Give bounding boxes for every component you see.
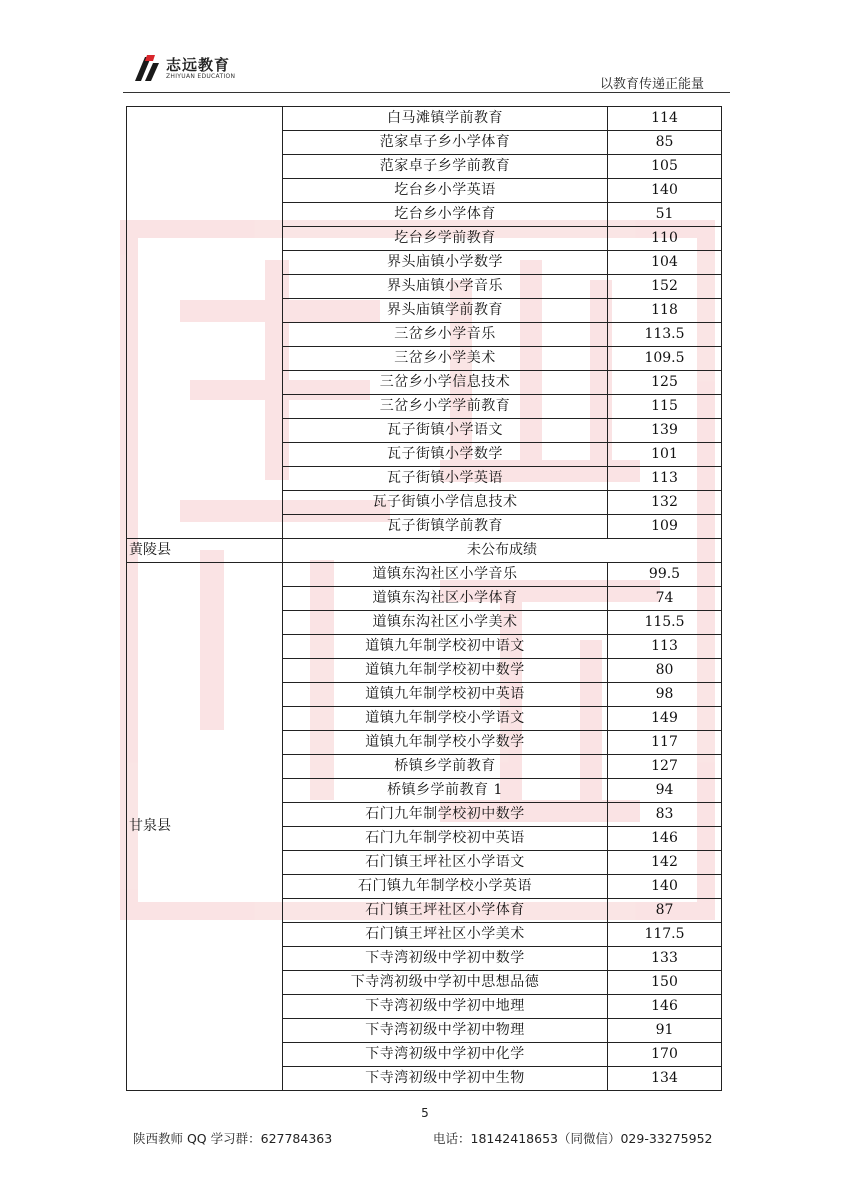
score-cell: 104 [608, 251, 722, 275]
table-row [127, 563, 722, 587]
no-score-note: 未公布成绩 [283, 539, 722, 563]
score-cell: 113 [608, 467, 722, 491]
post-cell: 范家卓子乡学前教育 [283, 155, 608, 179]
score-cell: 117.5 [608, 923, 722, 947]
score-cell: 101 [608, 443, 722, 467]
post-cell: 圪台乡小学英语 [283, 179, 608, 203]
score-cell: 99.5 [608, 563, 722, 587]
logo-subtext: ZHIYUAN EDUCATION [166, 73, 236, 80]
post-cell: 下寺湾初级中学初中思想品德 [283, 971, 608, 995]
score-cell: 51 [608, 203, 722, 227]
post-cell: 石门九年制学校初中数学 [283, 803, 608, 827]
score-cell: 109 [608, 515, 722, 539]
post-cell: 三岔乡小学学前教育 [283, 395, 608, 419]
table-row [127, 107, 722, 131]
score-cell: 91 [608, 1019, 722, 1043]
score-cell: 139 [608, 419, 722, 443]
table-row-huangling [127, 539, 722, 563]
zhiyuan-logo-icon [133, 53, 163, 83]
post-cell: 道镇九年制学校初中数学 [283, 659, 608, 683]
score-cell: 94 [608, 779, 722, 803]
post-cell: 界头庙镇小学音乐 [283, 275, 608, 299]
score-cell: 80 [608, 659, 722, 683]
post-cell: 道镇东沟社区小学美术 [283, 611, 608, 635]
score-cell: 132 [608, 491, 722, 515]
page-header [0, 0, 850, 96]
county-cell-blank [127, 107, 283, 539]
post-cell: 瓦子街镇学前教育 [283, 515, 608, 539]
post-cell: 石门镇九年制学校小学英语 [283, 875, 608, 899]
post-cell: 界头庙镇学前教育 [283, 299, 608, 323]
post-cell: 界头庙镇小学数学 [283, 251, 608, 275]
post-cell: 三岔乡小学音乐 [283, 323, 608, 347]
post-cell: 三岔乡小学信息技术 [283, 371, 608, 395]
post-cell: 石门镇王坪社区小学美术 [283, 923, 608, 947]
score-cell: 113.5 [608, 323, 722, 347]
score-cell: 133 [608, 947, 722, 971]
score-cell: 150 [608, 971, 722, 995]
post-cell: 下寺湾初级中学初中生物 [283, 1067, 608, 1091]
score-cell: 117 [608, 731, 722, 755]
post-cell: 下寺湾初级中学初中化学 [283, 1043, 608, 1067]
post-cell: 下寺湾初级中学初中物理 [283, 1019, 608, 1043]
header-slogan: 以教育传递正能量 [600, 77, 705, 92]
post-cell: 石门镇王坪社区小学语文 [283, 851, 608, 875]
score-cell: 105 [608, 155, 722, 179]
score-cell: 115 [608, 395, 722, 419]
post-cell: 圪台乡学前教育 [283, 227, 608, 251]
post-cell: 瓦子街镇小学英语 [283, 467, 608, 491]
score-cell: 115.5 [608, 611, 722, 635]
post-cell: 下寺湾初级中学初中地理 [283, 995, 608, 1019]
header-divider [123, 92, 730, 93]
post-cell: 石门镇王坪社区小学体育 [283, 899, 608, 923]
score-cell: 110 [608, 227, 722, 251]
score-cell: 109.5 [608, 347, 722, 371]
score-cell: 113 [608, 635, 722, 659]
score-cell: 146 [608, 827, 722, 851]
county-cell: 黄陵县 [127, 539, 283, 563]
post-cell: 桥镇乡学前教育 [283, 755, 608, 779]
score-cell: 142 [608, 851, 722, 875]
post-cell: 石门九年制学校初中英语 [283, 827, 608, 851]
score-cell: 152 [608, 275, 722, 299]
post-cell: 白马滩镇学前教育 [283, 107, 608, 131]
post-cell: 瓦子街镇小学数学 [283, 443, 608, 467]
score-cell: 83 [608, 803, 722, 827]
score-cell: 87 [608, 899, 722, 923]
score-cell: 140 [608, 179, 722, 203]
post-cell: 瓦子街镇小学语文 [283, 419, 608, 443]
post-cell: 道镇九年制学校初中语文 [283, 635, 608, 659]
page-number: 5 [421, 1106, 429, 1120]
score-table [126, 106, 722, 1091]
post-cell: 桥镇乡学前教育 1 [283, 779, 608, 803]
county-cell: 甘泉县 [127, 563, 283, 1091]
score-cell: 146 [608, 995, 722, 1019]
score-cell: 114 [608, 107, 722, 131]
post-cell: 道镇九年制学校小学数学 [283, 731, 608, 755]
score-cell: 118 [608, 299, 722, 323]
score-cell: 149 [608, 707, 722, 731]
score-cell: 125 [608, 371, 722, 395]
score-cell: 74 [608, 587, 722, 611]
post-cell: 三岔乡小学美术 [283, 347, 608, 371]
post-cell: 下寺湾初级中学初中数学 [283, 947, 608, 971]
post-cell: 道镇九年制学校初中英语 [283, 683, 608, 707]
post-cell: 瓦子街镇小学信息技术 [283, 491, 608, 515]
score-cell: 98 [608, 683, 722, 707]
score-cell: 140 [608, 875, 722, 899]
post-cell: 圪台乡小学体育 [283, 203, 608, 227]
post-cell: 道镇东沟社区小学音乐 [283, 563, 608, 587]
score-cell: 134 [608, 1067, 722, 1091]
score-cell: 85 [608, 131, 722, 155]
post-cell: 范家卓子乡小学体育 [283, 131, 608, 155]
post-cell: 道镇九年制学校小学语文 [283, 707, 608, 731]
footer-phone: 电话：18142418653（同微信）029-33275952 [433, 1131, 713, 1146]
score-cell: 127 [608, 755, 722, 779]
score-cell: 170 [608, 1043, 722, 1067]
logo-text: 志远教育 [166, 56, 231, 74]
post-cell: 道镇东沟社区小学体育 [283, 587, 608, 611]
footer-qq-group: 陕西教师 QQ 学习群：627784363 [133, 1131, 333, 1146]
